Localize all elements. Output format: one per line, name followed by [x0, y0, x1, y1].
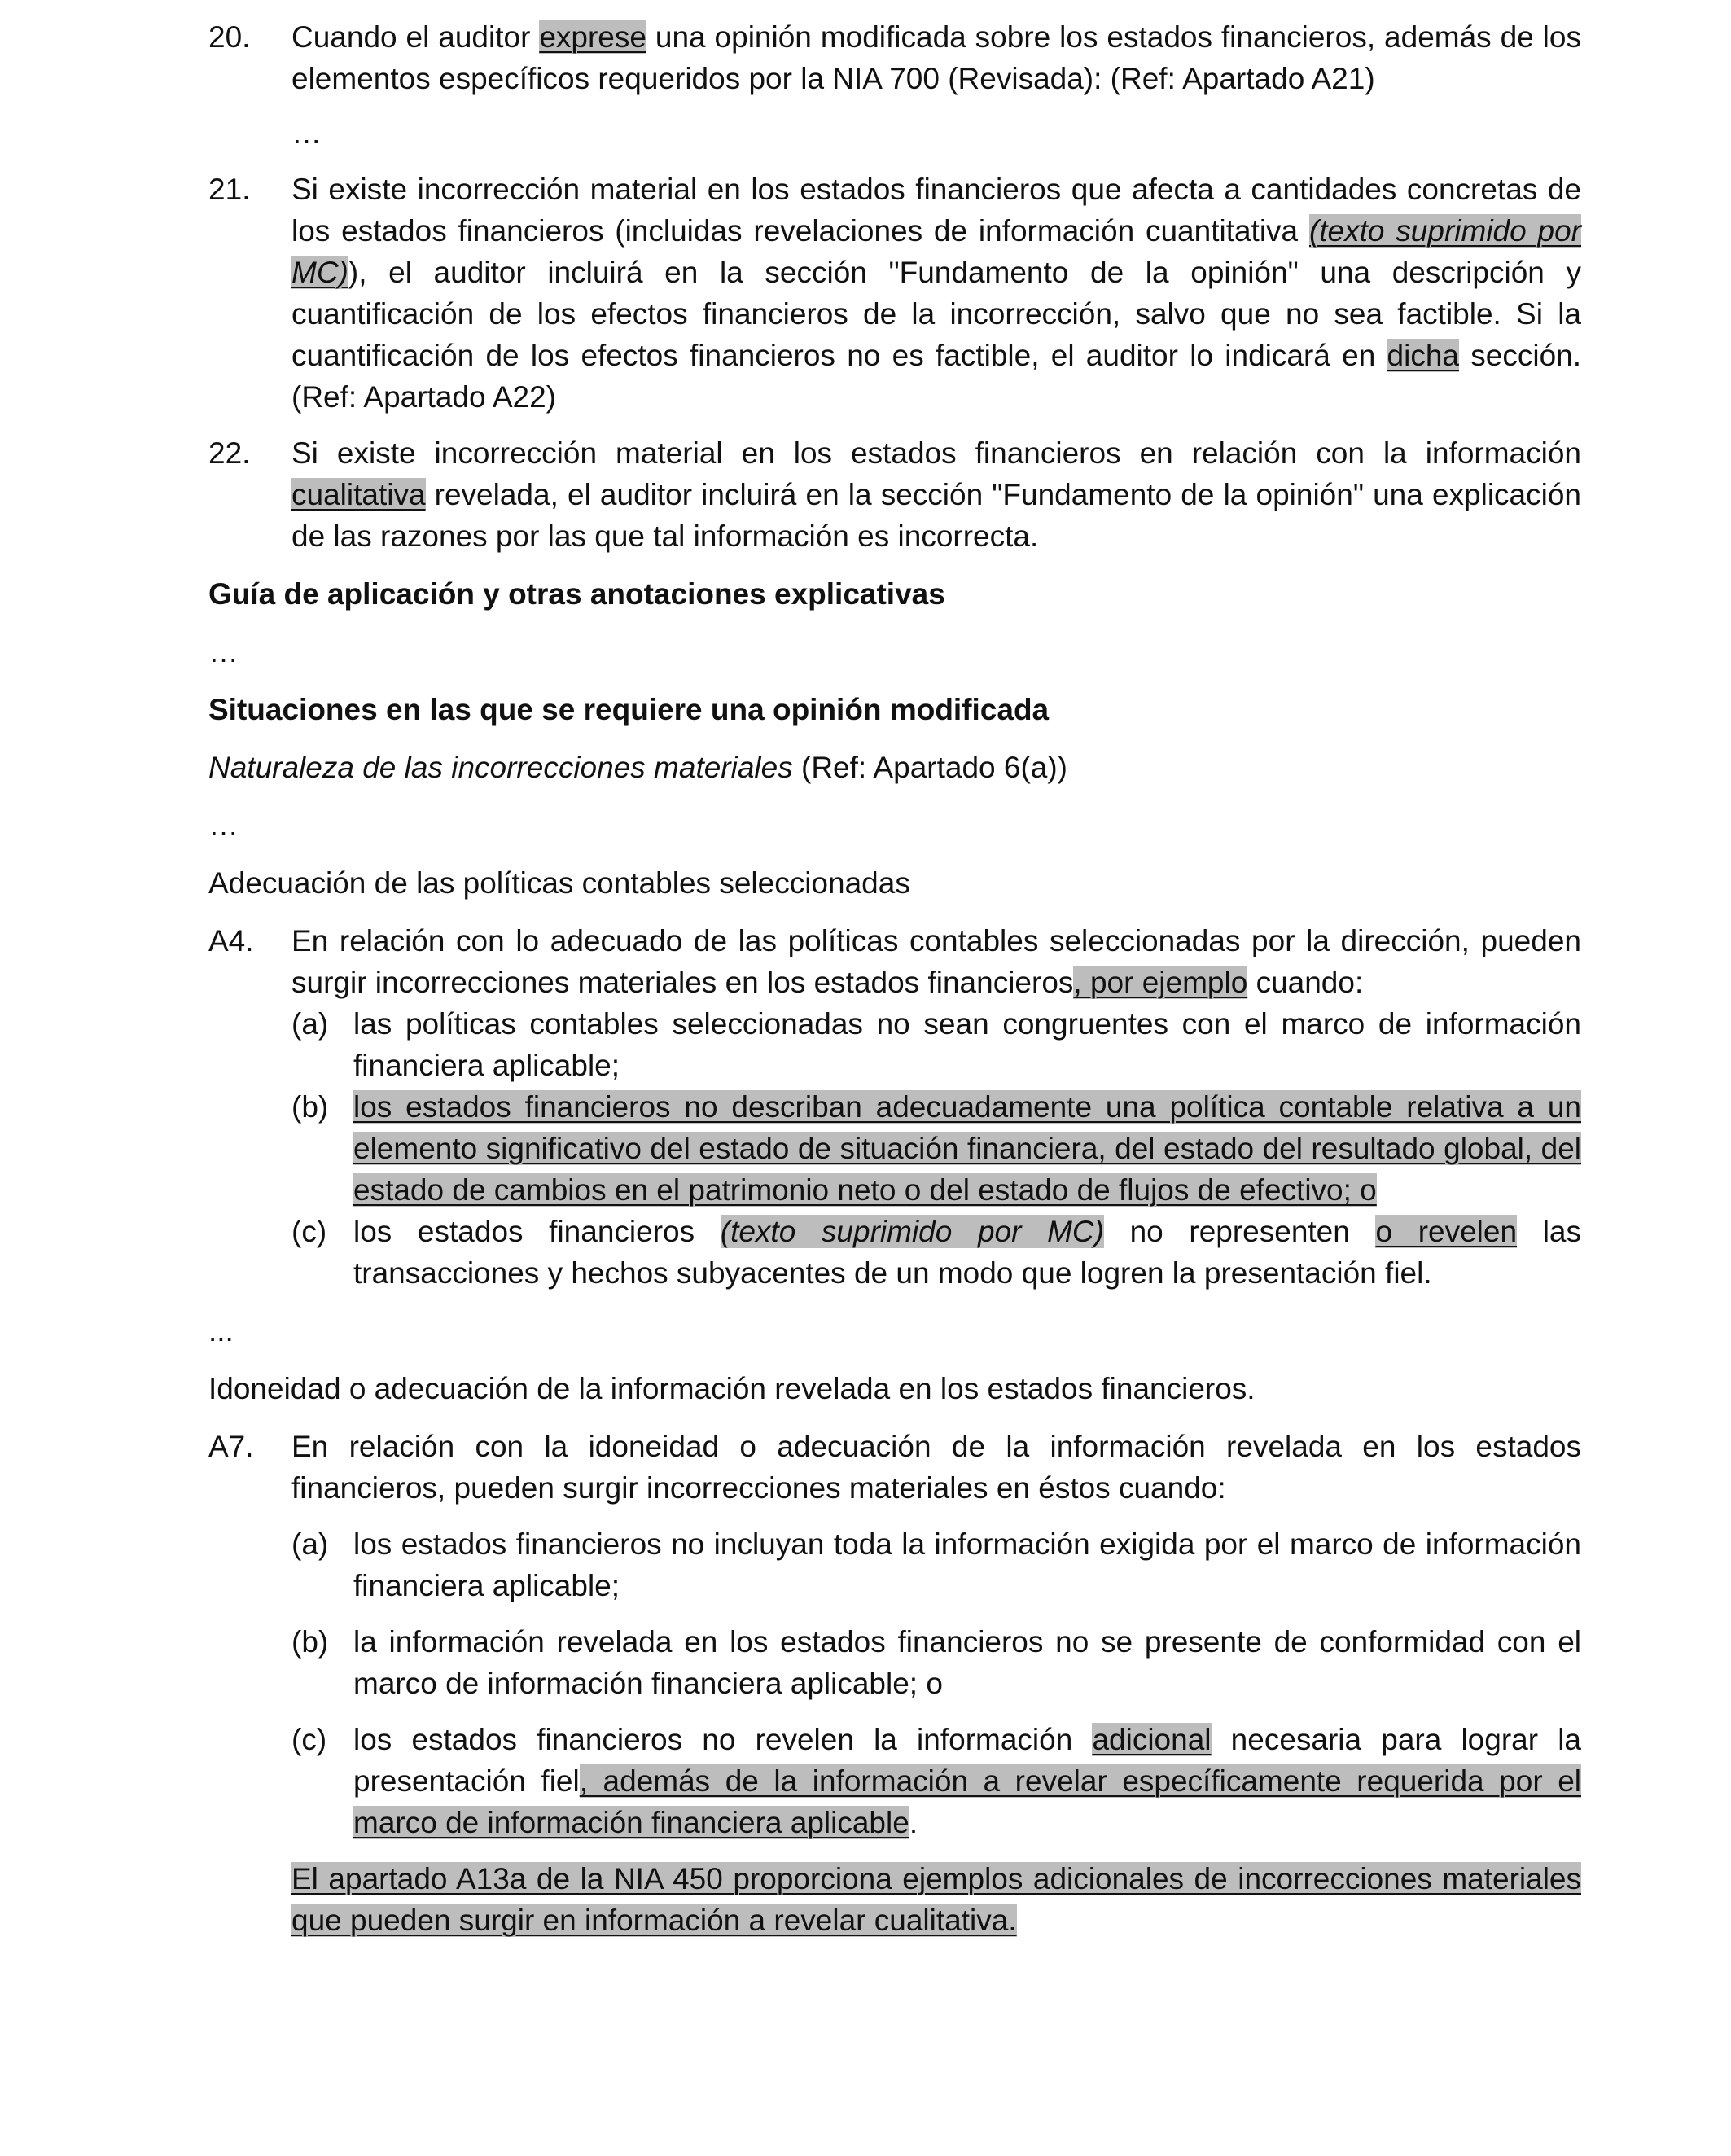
text-run: las transacciones y hechos subyacentes de un modo que logren la presentación fiel. [353, 1215, 1581, 1290]
note-text [291, 1858, 1581, 1941]
text-run: necesaria para lograr la presentación fiel [353, 1723, 1582, 1798]
text-run: Si existe incorrección material en los estados financieros que afecta a cantidades concretas de los estados financieros (incluidas revelaciones de información cuantitativa [291, 173, 1581, 248]
list-letter: (b) [291, 1625, 329, 1659]
list-text: la información revelada en los estados financieros no se presente de conformidad con el marco de información financiera aplicable; o [353, 1625, 1581, 1700]
list-item-a [291, 1523, 1581, 1606]
section-heading-situations: Situaciones en las que se requiere una opinión modificada [208, 693, 1050, 726]
paragraph-number: 20. [208, 20, 251, 54]
paragraph-number: A4. [208, 924, 254, 957]
section-heading-guide: Guía de aplicación y otras anotaciones explicativas [208, 577, 945, 611]
subheading-disclosure: Idoneidad o adecuación de la información revelada en los estados financieros. [208, 1372, 1256, 1405]
text-run: revelada, el auditor incluirá en la sección "Fundamento de la opinión" una explicación de las razones por las que tal información es incorrecta. [291, 478, 1581, 553]
highlighted-text: exprese [539, 20, 646, 54]
highlighted-text: dicha [1387, 339, 1459, 372]
paragraph-a7 [208, 1426, 1581, 1941]
list-text: las políticas contables seleccionadas no sean congruentes con el marco de información financiera aplicable; [353, 1007, 1581, 1082]
highlighted-text: los estados financieros no describan adecuadamente una política contable relativa a un elemento significativo del estado de situación financiera, del estado del resultado global, del estado de cambios en el patrimonio neto o del estado de flujos de efectivo; o [353, 1090, 1581, 1207]
paragraph-number: A7. [208, 1430, 254, 1463]
ellipsis: ... [208, 1314, 234, 1348]
reference-text: (Ref: Apartado 6(a)) [792, 751, 1067, 784]
paragraph-21 [208, 169, 1581, 418]
paragraph-22 [208, 432, 1581, 557]
list-text [353, 1086, 1581, 1211]
highlighted-text: adicional [1092, 1723, 1212, 1756]
list-text: los estados financieros no incluyan toda la información exigida por el marco de información financiera aplicable; [353, 1527, 1581, 1602]
highlighted-text: (texto suprimido por MC) [291, 214, 1581, 289]
ellipsis: … [291, 116, 322, 150]
list-letter: (c) [291, 1723, 327, 1756]
document-page [208, 16, 1581, 1941]
list-item-a [291, 1003, 1581, 1086]
list-text [353, 1719, 1581, 1843]
paragraph-20 [208, 16, 1581, 99]
paragraph-number: 21. [208, 173, 251, 206]
text-run: Si existe incorrección material en los estados financieros en relación con la información [291, 436, 1581, 470]
list-letter: (c) [291, 1215, 327, 1248]
paragraph-text [291, 432, 1581, 557]
text-run: Cuando el auditor [291, 20, 540, 54]
text-run: sección. (Ref: Apartado A22) [291, 339, 1582, 414]
list-item-b [291, 1086, 1581, 1211]
text-run: ), el auditor incluirá en la sección "Fundamento de la opinión" una descripción y cuantificación de los efectos financieros de la incorrección, salvo que no sea factible. Si la cuantificación de los efectos financieros no es factible, el auditor lo indicará en [291, 256, 1581, 372]
list-text [353, 1211, 1581, 1294]
list-item-b [291, 1621, 1581, 1704]
subheading-policies: Adecuación de las políticas contables seleccionadas [208, 866, 910, 900]
text-run: cuando: [1247, 966, 1364, 999]
italic-heading: Naturaleza de las incorrecciones materiales [208, 751, 793, 784]
text-run: . [909, 1806, 918, 1839]
list-item-c [291, 1211, 1581, 1294]
paragraph-content [291, 920, 1581, 1294]
highlighted-text: , por ejemplo [1073, 966, 1248, 999]
paragraph-content [291, 1426, 1581, 1941]
highlighted-text: , además de la información a revelar específicamente requerida por el marco de información financiera aplicable [353, 1764, 1581, 1839]
list-letter: (b) [291, 1090, 329, 1124]
list-item-c [291, 1719, 1581, 1843]
text-run: una opinión modificada sobre los estados financieros, además de los elementos específicos requeridos por la NIA 700 (Revisada): (Ref: Apartado A21) [291, 20, 1581, 95]
highlighted-text: (texto suprimido por MC) [720, 1215, 1104, 1248]
highlighted-text: cualitativa [291, 478, 426, 511]
paragraph-number: 22. [208, 436, 251, 470]
text-run: los estados financieros [353, 1215, 721, 1248]
ellipsis: … [208, 808, 239, 842]
paragraph-text: En relación con la idoneidad o adecuación de la información revelada en los estados financieros, pueden surgir incorrecciones materiales en éstos cuando: [291, 1430, 1581, 1505]
subheading-nature [208, 747, 1581, 788]
highlighted-text: El apartado A13a de la NIA 450 proporciona ejemplos adicionales de incorrecciones materiales que pueden surgir en información a revelar cualitativa. [291, 1862, 1581, 1937]
paragraph-a4 [208, 920, 1581, 1294]
text-run: no representen [1103, 1215, 1376, 1248]
paragraph-text [291, 16, 1581, 99]
paragraph-text [291, 920, 1581, 1003]
list-letter: (a) [291, 1527, 329, 1561]
list-letter: (a) [291, 1007, 329, 1041]
paragraph-text [291, 169, 1581, 418]
highlighted-text: o revelen [1375, 1215, 1518, 1248]
text-run: En relación con lo adecuado de las políticas contables seleccionadas por la dirección, pueden surgir incorrecciones materiales en los estados financieros [291, 924, 1581, 999]
text-run: los estados financieros no revelen la información [353, 1723, 1093, 1756]
ellipsis: … [208, 635, 239, 668]
